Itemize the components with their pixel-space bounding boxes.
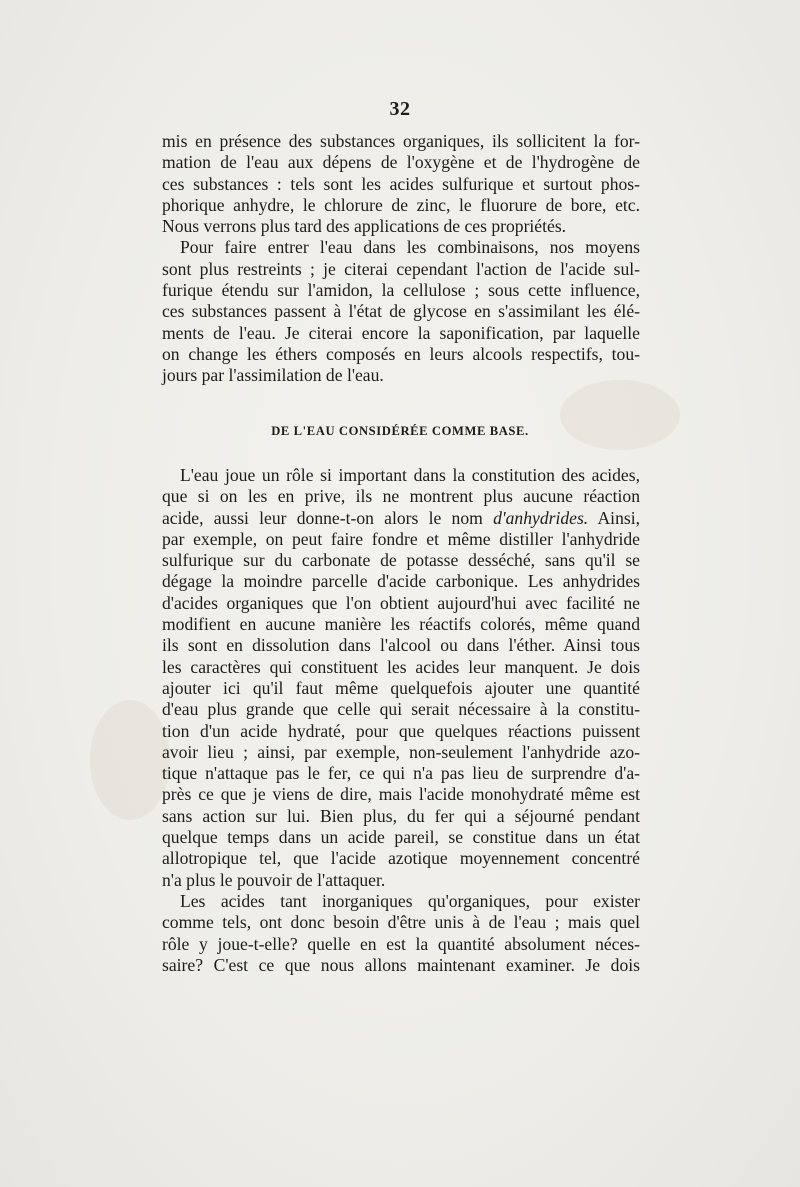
page-number: 32 bbox=[389, 98, 411, 120]
text-line: près ce que je viens de dire, mais l'acide monohydraté même est bbox=[162, 784, 640, 805]
text-line: avoir lieu ; ainsi, par exemple, non-seulement l'anhydride azo- bbox=[162, 741, 640, 762]
text-line bbox=[162, 508, 640, 529]
text-line: mis en présence des substances organiques, ils sollicitent la for- bbox=[162, 131, 640, 151]
paragraph bbox=[162, 891, 640, 976]
text-line: d'acides organiques que l'on obtient aujourd'hui avec facilité ne bbox=[162, 592, 640, 613]
text-line: sont plus restreints ; je citerai cependant l'action de l'acide sul- bbox=[162, 258, 640, 279]
text-line: quelque temps dans un acide pareil, se constitue dans un état bbox=[162, 827, 640, 848]
text-line: comme tels, ont donc besoin d'être unis à de l'eau ; mais quel bbox=[162, 912, 640, 933]
text-fragment: Ainsi, bbox=[588, 507, 641, 528]
text-line: jours par l'assimilation de l'eau. bbox=[162, 365, 384, 386]
paper-stain bbox=[560, 380, 680, 450]
text-line: L'eau joue un rôle si important dans la constitution des acides, bbox=[180, 465, 640, 485]
paper-stain bbox=[90, 700, 170, 820]
text-block-top bbox=[162, 131, 640, 387]
text-line: que si on les en prive, ils ne montrent plus aucune réaction bbox=[162, 486, 640, 507]
text-line: par exemple, on peut faire fondre et même distiller l'anhydride bbox=[162, 528, 640, 549]
italic-term: d'anhydrides. bbox=[493, 507, 589, 528]
paragraph bbox=[162, 131, 640, 237]
text-line: ajouter ici qu'il faut même quelquefois ajouter une quantité bbox=[162, 677, 640, 698]
text-line: dégage la moindre parcelle d'acide carbonique. Les anhydrides bbox=[162, 571, 640, 592]
text-line: on change les éthers composés en leurs alcools respectifs, tou- bbox=[162, 343, 640, 364]
text-line: Nous verrons plus tard des applications de ces propriétés. bbox=[162, 216, 567, 237]
text-line: phorique anhydre, le chlorure de zinc, le fluorure de bore, etc. bbox=[162, 194, 640, 215]
text-line: sulfurique sur du carbonate de potasse desséché, sans qu'il se bbox=[162, 550, 640, 571]
text-block-main bbox=[162, 465, 640, 976]
paragraph bbox=[162, 237, 640, 386]
paragraph bbox=[162, 465, 640, 891]
text-line: ces substances : tels sont les acides sulfurique et surtout phos- bbox=[162, 173, 640, 194]
text-line: allotropique tel, que l'acide azotique moyennement concentré bbox=[162, 848, 640, 869]
text-line: Les acides tant inorganiques qu'organiques, pour exister bbox=[180, 890, 640, 911]
text-fragment: acide, aussi leur donne-t-on alors le nom bbox=[162, 507, 494, 528]
text-line: sans action sur lui. Bien plus, du fer qui a séjourné pendant bbox=[162, 805, 640, 826]
text-line: modifient en aucune manière les réactifs colorés, même quand bbox=[162, 614, 640, 635]
text-line: les caractères qui constituent les acides leur manquent. Je dois bbox=[162, 656, 640, 677]
text-line: rôle y joue-t-elle? quelle en est la quantité absolument néces- bbox=[162, 933, 640, 954]
text-line: furique étendu sur l'amidon, la cellulose ; sous cette influence, bbox=[162, 280, 640, 301]
text-line: ments de l'eau. Je citerai encore la saponification, par laquelle bbox=[162, 322, 640, 343]
section-heading: DE L'EAU CONSIDÉRÉE COMME BASE. bbox=[271, 424, 529, 438]
text-line: tique n'attaque pas le fer, ce qui n'a pas lieu de surprendre d'a- bbox=[162, 763, 640, 784]
text-line: saire? C'est ce que nous allons maintenant examiner. Je dois bbox=[162, 954, 640, 975]
text-line: mation de l'eau aux dépens de l'oxygène et de l'hydrogène de bbox=[162, 152, 640, 173]
text-line: Pour faire entrer l'eau dans les combinaisons, nos moyens bbox=[180, 237, 640, 258]
text-line: ils sont en dissolution dans l'alcool ou dans l'éther. Ainsi tous bbox=[162, 635, 640, 656]
text-line: n'a plus le pouvoir de l'attaquer. bbox=[162, 869, 386, 890]
text-line: d'eau plus grande que celle qui serait nécessaire à la constitu- bbox=[162, 699, 640, 720]
text-line: ces substances passent à l'état de glycose en s'assimilant les élé- bbox=[162, 301, 640, 322]
text-line: tion d'un acide hydraté, pour que quelques réactions puissent bbox=[162, 720, 640, 741]
